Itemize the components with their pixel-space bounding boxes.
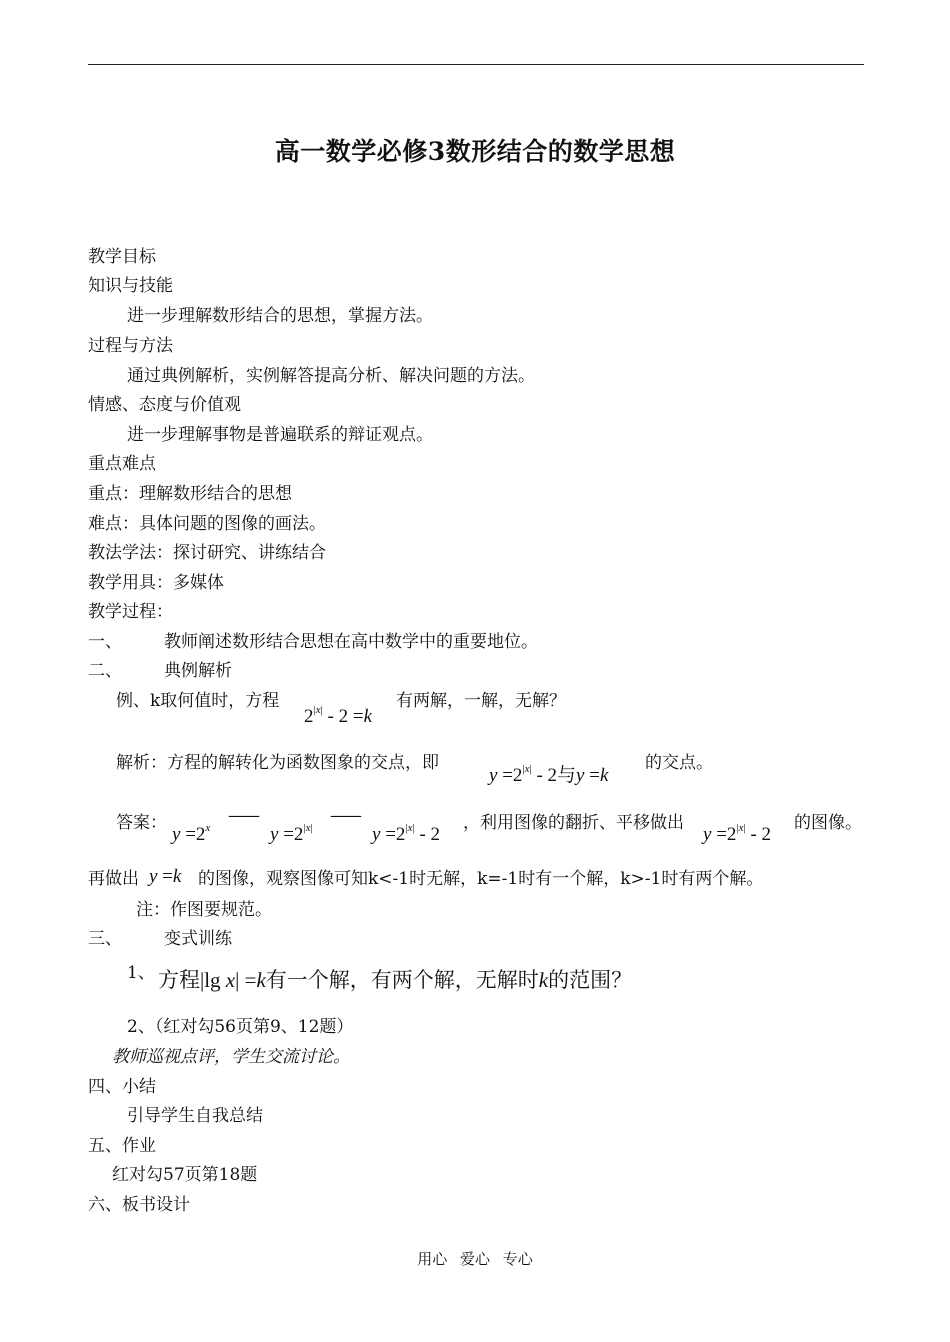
step5-text: 红对勾57页第18题	[112, 1165, 258, 1185]
answer-label: 答案：	[116, 813, 167, 833]
exercise1-middle: 有一个解，有两个解，无解时	[265, 968, 539, 992]
keypoint-text: 重点：理解数形结合的思想	[88, 484, 292, 504]
process-text: 通过典例解析，实例解答提高分析、解决问题的方法。	[127, 366, 535, 386]
exercise1-variable: k	[538, 968, 549, 992]
attitude-text: 进一步理解事物是普遍联系的辩证观点。	[127, 425, 433, 445]
teacher-note: 教师巡视点评，学生交流讨论。	[112, 1047, 350, 1067]
step6-heading: 六、板书设计	[88, 1195, 190, 1215]
arrow-dash-1: ——	[228, 806, 258, 826]
answer-function-4: $y =2^{|x|} - 2$	[703, 822, 772, 845]
process-label: 教学过程：	[88, 602, 173, 622]
difficulty-text: 难点：具体问题的图像的画法。	[88, 514, 326, 534]
step4-text: 引导学生自我总结	[127, 1106, 263, 1126]
example-equation: $2^{|x|} - 2 =k$	[304, 704, 373, 727]
attitude-heading: 情感、态度与价值观	[88, 395, 241, 415]
answer-function-3: $y =2^{|x|} - 2$	[372, 822, 441, 845]
step1-number: 一、	[88, 632, 122, 652]
goals-heading: 教学目标	[88, 247, 156, 267]
analysis-prefix: 解析：方程的解转化为函数图象的交点，即	[116, 753, 439, 773]
redo-suffix: 的图像，观察图像可知k<-1时无解，k=-1时有一个解，k>-1时有两个解。	[198, 869, 764, 889]
analysis-suffix: 的交点。	[645, 753, 713, 773]
exercise2-text: 2、（红对勾56页第9、12题）	[127, 1017, 354, 1037]
step3-text: 变式训练	[164, 929, 232, 949]
example-prefix: 例、k取何值时，方程	[116, 691, 280, 711]
knowledge-text: 进一步理解数形结合的思想，掌握方法。	[127, 306, 433, 326]
redo-equation: y =k	[149, 866, 182, 887]
redo-prefix: 再做出	[88, 869, 139, 889]
analysis-equation: $y =2^{|x|} - 2$与y =k	[489, 763, 609, 786]
answer-function-1: $y =2^x$	[172, 822, 211, 845]
answer-middle: ，利用图像的翻折、平移做出	[463, 813, 684, 833]
process-heading: 过程与方法	[88, 336, 173, 356]
page-footer: 用心 爱心 专心	[417, 1250, 533, 1268]
step2-number: 二、	[88, 661, 122, 681]
step2-text: 典例解析	[164, 661, 232, 681]
knowledge-heading: 知识与技能	[88, 276, 173, 296]
method-text: 教法学法：探讨研究、讲练结合	[88, 543, 326, 563]
step5-heading: 五、作业	[88, 1136, 156, 1156]
example-suffix: 有两解，一解，无解？	[396, 691, 566, 711]
exercise1-suffix: 的范围？	[548, 968, 633, 992]
answer-suffix: 的图像。	[794, 813, 862, 833]
page-title: 高一数学必修3数形结合的数学思想	[274, 137, 676, 166]
keypoints-heading: 重点难点	[88, 454, 156, 474]
step4-heading: 四、小结	[88, 1077, 156, 1097]
exercise1-number: 1、	[127, 963, 155, 983]
exercise1-equation: |lg x| =k	[200, 968, 266, 992]
step3-number: 三、	[88, 929, 122, 949]
answer-function-2: $y =2^{|x|}$	[270, 822, 313, 845]
tools-text: 教学用具：多媒体	[88, 573, 224, 593]
step1-text: 教师阐述数形结合思想在高中数学中的重要地位。	[164, 632, 538, 652]
exercise1-prefix: 方程	[158, 968, 200, 992]
exercise1-text	[158, 968, 632, 992]
arrow-dash-2: ——	[330, 806, 360, 826]
header-rule	[88, 64, 864, 65]
note-text: 注：作图要规范。	[136, 900, 272, 920]
